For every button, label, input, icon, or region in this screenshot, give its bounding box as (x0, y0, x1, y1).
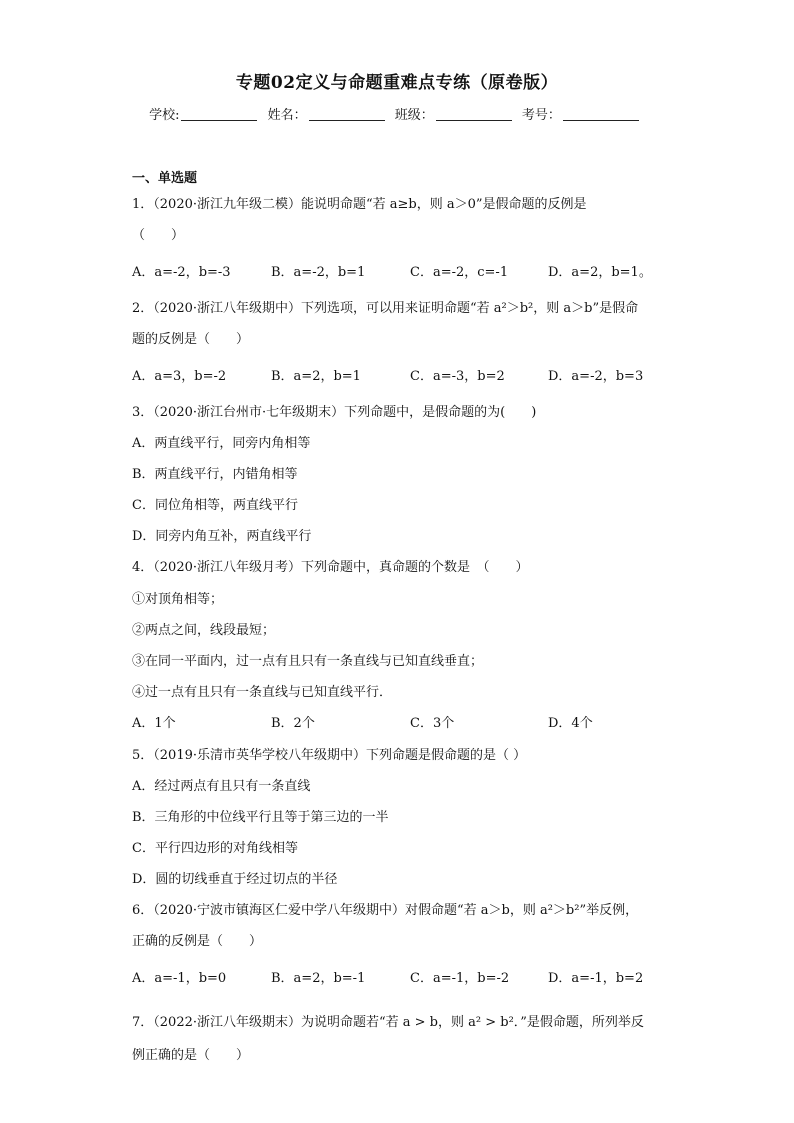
question-4-statement-1: ①对顶角相等； (132, 592, 224, 607)
question-3-option-d: D．同旁内角互补，两直线平行 (132, 529, 312, 544)
name-label: 姓名： (267, 108, 307, 123)
question-4-statement-2: ②两点之间，线段最短； (132, 623, 276, 638)
school-label: 学校: (149, 108, 180, 123)
question-7-line-1: 7．（2022·浙江八年级期末）为说明命题若“若 a > b，则 a² > b²．”是假命题，所列举反 (132, 1015, 644, 1030)
question-6-option-c: C．a=-1，b=-2 (410, 971, 510, 986)
question-2-option-c: C．a=-3，b=2 (410, 369, 505, 384)
question-1-line-2: （ ） (132, 228, 185, 243)
question-6-option-b: B．a=2，b=-1 (271, 971, 366, 986)
question-6-option-d: D．a=-1，b=2 (548, 971, 644, 986)
number-blank (563, 107, 639, 121)
question-4-stem: 4．（2020·浙江八年级月考）下列命题中，真命题的个数是 （ ） (132, 560, 529, 575)
question-1-option-d: D．a=2，b=1。 (548, 265, 652, 280)
class-label: 班级： (394, 108, 434, 123)
number-label: 考号： (521, 108, 561, 123)
question-3-option-a: A．两直线平行，同旁内角相等 (132, 436, 311, 451)
question-2-option-a: A．a=3，b=-2 (132, 369, 227, 384)
question-5-option-d: D．圆的切线垂直于经过切点的半径 (132, 872, 338, 887)
question-3-option-c: C．同位角相等，两直线平行 (132, 498, 298, 513)
class-blank (436, 107, 512, 121)
section-heading: 一、单选题 (132, 171, 198, 186)
question-4-option-a: A．1个 (132, 716, 176, 731)
question-2-option-d: D．a=-2，b=3 (548, 369, 644, 384)
question-1-option-b: B．a=-2，b=1 (271, 265, 366, 280)
question-6-option-a: A．a=-1，b=0 (132, 971, 227, 986)
question-3-stem: 3．（2020·浙江台州市·七年级期末）下列命题中，是假命题的为( ) (132, 405, 537, 420)
question-2-line-1: 2．（2020·浙江八年级期中）下列选项，可以用来证明命题“若 a²＞b²，则 a＞b”是假命 (132, 301, 639, 316)
question-4-option-b: B．2个 (271, 716, 315, 731)
question-7-line-2: 例正确的是（ ） (132, 1048, 250, 1063)
question-6-line-1: 6．（2020·宁波市镇海区仁爱中学八年级期中）对假命题“若 a＞b，则 a²＞b²”举反例， (132, 903, 639, 918)
student-info-row (0, 104, 794, 123)
question-4-statement-4: ④过一点有且只有一条直线与已知直线平行． (132, 685, 393, 700)
question-4-statement-3: ③在同一平面内，过一点有且只有一条直线与已知直线垂直； (132, 654, 484, 669)
question-4-option-d: D．4个 (548, 716, 593, 731)
page-title: 专题02定义与命题重难点专练（原卷版） (235, 73, 559, 93)
question-5-option-a: A．经过两点有且只有一条直线 (132, 779, 311, 794)
question-2-option-b: B．a=2，b=1 (271, 369, 361, 384)
question-5-option-c: C．平行四边形的对角线相等 (132, 841, 298, 856)
question-1-option-c: C．a=-2，c=-1 (410, 265, 509, 280)
question-6-line-2: 正确的反例是（ ） (132, 934, 263, 949)
question-2-line-2: 题的反例是（ ） (132, 332, 250, 347)
question-4-option-c: C．3个 (410, 716, 455, 731)
question-3-option-b: B．两直线平行，内错角相等 (132, 467, 298, 482)
question-1-option-a: A．a=-2，b=-3 (132, 265, 231, 280)
question-1-line-1: 1．（2020·浙江九年级二模）能说明命题“若 a≥b，则 a＞0”是假命题的反例是 (132, 197, 587, 212)
question-5-stem: 5．（2019·乐清市英华学校八年级期中）下列命题是假命题的是（ ） (132, 748, 527, 763)
question-5-option-b: B．三角形的中位线平行且等于第三边的一半 (132, 810, 389, 825)
school-blank (181, 107, 257, 121)
name-blank (309, 107, 385, 121)
